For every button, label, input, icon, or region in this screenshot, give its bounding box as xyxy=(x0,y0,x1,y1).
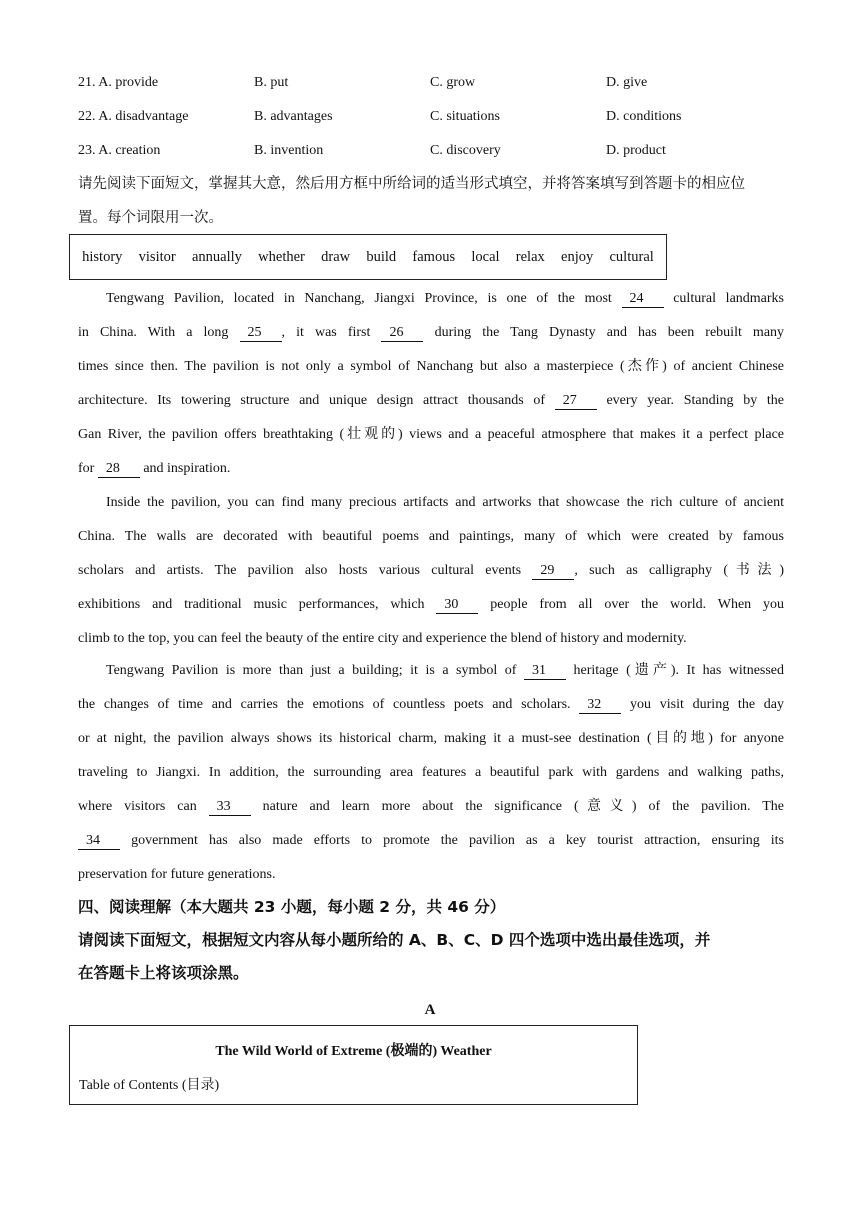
option-b: B. put xyxy=(254,75,289,90)
fill-in-instruction xyxy=(78,167,788,235)
word-bank-item: local xyxy=(471,248,500,265)
blank-24[interactable]: 24 xyxy=(622,291,664,308)
text-line: preservation for future generations. xyxy=(78,867,276,882)
text-line: for 28 and inspiration. xyxy=(78,461,231,476)
section-instruction xyxy=(78,924,784,990)
instruction-line: 置。每个词限用一次。 xyxy=(78,210,223,226)
word-bank-item: whether xyxy=(258,248,305,265)
text-line: where visitors can 33 nature and learn more about the significance (意义) of the pavilion. The xyxy=(78,799,784,814)
text-line: Inside the pavilion, you can find many precious artifacts and artworks that showcase the rich culture of ancient xyxy=(106,495,784,510)
option-d: D. conditions xyxy=(606,109,682,124)
option-a: 22. A. disadvantage xyxy=(78,109,189,124)
word-bank-item: enjoy xyxy=(561,248,594,265)
section-heading: 四、阅读理解（本大题共 23 小题，每小题 2 分，共 46 分） xyxy=(78,898,506,916)
text-line: scholars and artists. The pavilion also hosts various cultural events 29 , such as calligraphy (书法) xyxy=(78,563,784,578)
option-a: 23. A. creation xyxy=(78,143,161,158)
text-line: climb to the top, you can feel the beauty of the entire city and experience the blend of history and modernity. xyxy=(78,631,687,646)
text-line: 34 government has also made efforts to promote the pavilion as a key tourist attraction, ensuring its xyxy=(78,824,784,858)
blank-32[interactable]: 32 xyxy=(579,697,621,714)
word-bank-item: famous xyxy=(412,248,456,265)
instruction-line: 请阅读下面短文，根据短文内容从每小题所给的 A、B、C、D 四个选项中选出最佳选项，并 xyxy=(78,931,711,949)
passage-paragraph-1 xyxy=(78,282,784,486)
text-line: times since then. The pavilion is not only a symbol of Nanchang but also a masterpiece (杰作) of ancient Chinese xyxy=(78,359,784,374)
word-bank-item: relax xyxy=(515,248,545,265)
text-line: Gan River, the pavilion offers breathtaking (壮观的) views and a peaceful atmosphere that makes it a perfect place xyxy=(78,427,784,442)
text-line: China. The walls are decorated with beautiful poems and paintings, many of which were created by famous xyxy=(78,529,784,544)
option-d: D. give xyxy=(606,75,648,90)
passage-letter: A xyxy=(424,1002,436,1018)
question-22-options xyxy=(78,107,798,127)
table-of-contents-label: Table of Contents (目录) xyxy=(79,1078,220,1093)
word-bank-item: cultural xyxy=(609,248,654,265)
blank-30[interactable]: 30 xyxy=(436,597,478,614)
word-bank-item: history xyxy=(82,248,123,265)
word-bank-item: draw xyxy=(321,248,351,265)
text-line: or at night, the pavilion always shows its historical charm, making it a must-see destination (目的地) for anyone xyxy=(78,731,784,746)
blank-29[interactable]: 29 xyxy=(532,563,574,580)
passage-a-title: The Wild World of Extreme (极端的) Weather xyxy=(215,1044,492,1059)
option-d: D. product xyxy=(606,143,666,158)
text-line: Tengwang Pavilion, located in Nanchang, Jiangxi Province, is one of the most 24 cultural landmarks xyxy=(106,291,784,306)
text-line: in China. With a long 25 , it was first 26 during the Tang Dynasty and has been rebuilt many xyxy=(78,325,785,340)
word-bank-item: build xyxy=(366,248,397,265)
instruction-line: 请先阅读下面短文，掌握其大意，然后用方框中所给词的适当形式填空，并将答案填写到答题卡的相应位 xyxy=(78,176,745,192)
instruction-line: 在答题卡上将该项涂黑。 xyxy=(78,964,249,982)
question-21-options xyxy=(78,73,798,93)
option-c: C. grow xyxy=(430,75,476,90)
blank-34[interactable]: 34 xyxy=(78,833,120,850)
text-line: the changes of time and carries the emotions of countless poets and scholars. 32 you visit during the day xyxy=(78,697,784,712)
text-line: exhibitions and traditional music performances, which 30 people from all over the world. When you xyxy=(78,597,785,612)
word-bank-item: annually xyxy=(191,248,242,265)
blank-25[interactable]: 25 xyxy=(240,325,282,342)
passage-a-box xyxy=(69,1025,638,1105)
blank-27[interactable]: 27 xyxy=(555,393,597,410)
question-23-options xyxy=(78,141,798,161)
word-bank xyxy=(69,234,667,280)
text-line: traveling to Jiangxi. In addition, the surrounding area features a beautiful park with gardens and walking paths, xyxy=(78,765,784,780)
blank-26[interactable]: 26 xyxy=(381,325,423,342)
option-a: 21. A. provide xyxy=(78,75,159,90)
blank-31[interactable]: 31 xyxy=(524,663,566,680)
option-b: B. invention xyxy=(254,143,324,158)
option-c: C. situations xyxy=(430,109,501,124)
option-c: C. discovery xyxy=(430,143,501,158)
passage-paragraph-2 xyxy=(78,486,784,656)
word-bank-item: visitor xyxy=(138,248,176,265)
blank-28[interactable]: 28 xyxy=(98,461,140,478)
option-b: B. advantages xyxy=(254,109,333,124)
blank-33[interactable]: 33 xyxy=(209,799,251,816)
text-line: Tengwang Pavilion is more than just a building; it is a symbol of 31 heritage (遗产). It has witnessed xyxy=(106,663,785,678)
passage-paragraph-3 xyxy=(78,654,784,892)
text-line: architecture. Its towering structure and unique design attract thousands of 27 every year. Standing by the xyxy=(78,393,785,408)
